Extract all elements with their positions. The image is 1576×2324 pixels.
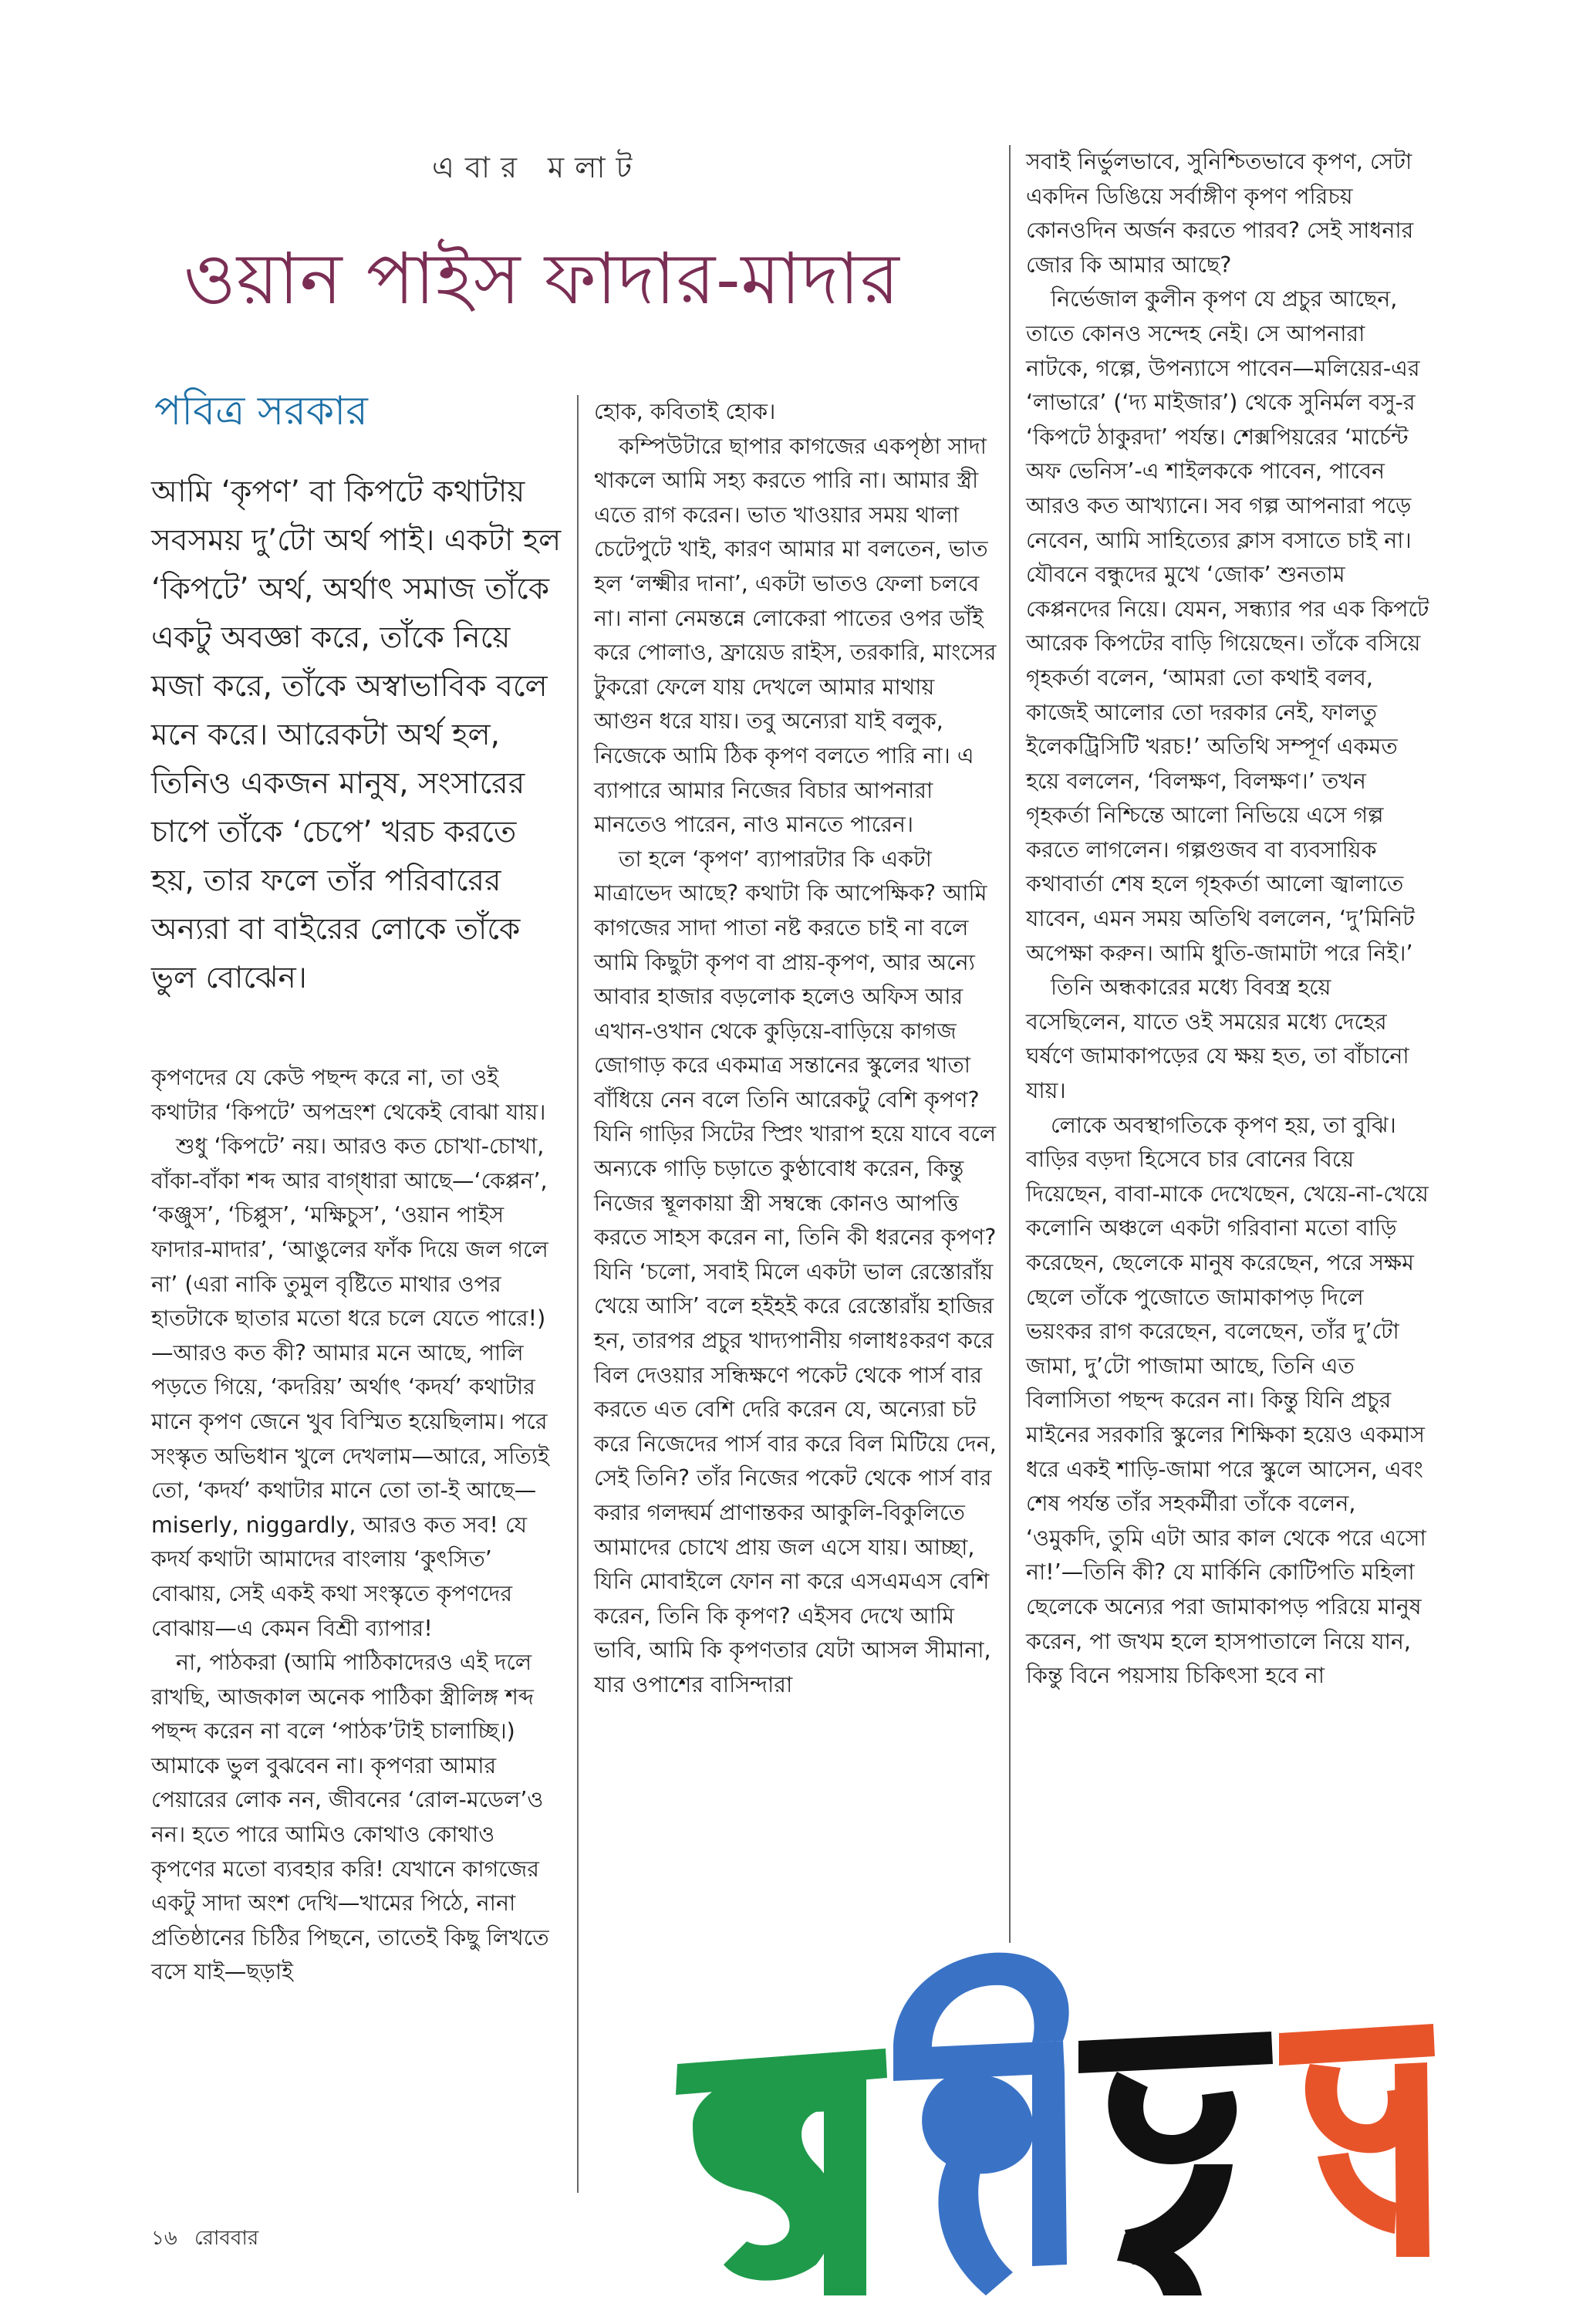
page-number: ১৬ [151,2227,177,2250]
body-column-2 [594,395,997,1703]
body-paragraph: না, পাঠকরা (আমি পাঠিকাদেরও এই দলে রাখছি, আজকাল অনেক পাঠিকা স্ত্রীলিঙ্গ শব্দ পছন্দ করেন না বলে ‘পাঠক’টাই চালাচ্ছি।) আমাকে ভুল বুঝবেন না। কৃপণরা আমার পেয়ারের লোক নন, জীবনের ‘রোল-মডেল’ও নন। হতে পারে আমিও কোথাও কোথাও কৃপণের মতো ব্যবহার করি! যেখানে কাগজের একটু সাদা অংশ দেখি—খামের পিঠে, নানা প্রতিষ্ঠানের চিঠির পিছনে, তাতেই কিছু লিখতে বসে যাই—ছড়াই [151,1650,549,1985]
column-rule [577,395,579,2193]
calligraphy-artwork [662,1933,1441,2303]
body-paragraph: তিনি অন্ধকারের মধ্যে বিবস্ত্র হয়ে বসেছিলেন, যাতে ওই সময়ের মধ্যে দেহের ঘর্ষণে জামাকাপড়ের যে ক্ষয় হত, তা বাঁচানো যায়। [1026,975,1409,1104]
column-rule [1009,145,1011,1943]
body-paragraph: তা হলে ‘কৃপণ’ ব্যাপারটার কি একটা মাত্রাভেদ আছে? কথাটা কি আপেক্ষিক? আমি কাগজের সাদা পাতা নষ্ট করতে চাই না বলে আমি কিছুটা কৃপণ বা প্রায়-কৃপণ, আর অন্যে আবার হাজার বড়লোক হলেও অফিস আর এখান-ওখান থেকে কুড়িয়ে-বাড়িয়ে কাগজ জোগাড় করে একমাত্র সন্তানের স্কুলের খাতা বাঁধিয়ে নেন বলে তিনি আরেকটু বেশি কৃপণ? যিনি গাড়ির সিটের স্প্রিং খারাপ হয়ে যাবে বলে অন্যকে গাড়ি চড়াতে কুণ্ঠাবোধ করেন, কিন্তু নিজের স্থূলকায়া স্ত্রী সম্বন্ধে কোনও আপত্তি করতে সাহস করেন না, তিনি কী ধরনের কৃপণ? যিনি ‘চলো, সবাই মিলে একটা ভাল রেস্তোরাঁয় খেয়ে আসি’ বলে হইহই করে রেস্তোরাঁয় হাজির হন, তারপর প্রচুর খাদ্যপানীয় গলাধঃকরণ করে বিল দেওয়ার সন্ধিক্ষণে পকেট থেকে পার্স বার করতে এত বেশি দেরি করেন যে, অন্যেরা চট করে নিজেদের পার্স বার করে বিল মিটিয়ে দেন, সেই তিনি? তাঁর নিজের পকেট থেকে পার্স বার করার গলদ্ঘর্ম প্রাণান্তকর আকুলি-বিকুলিতে আমাদের চোখে প্রায় জল এসে যায়। আচ্ছা, যিনি মোবাইলে ফোন না করে এসএমএস বেশি করেন, তিনি কি কৃপণ? এইসব দেখে আমি ভাবি, আমি কি কৃপণতার যেটা আসল সীমানা, যার ওপাশের বাসিন্দারা [594,846,997,1697]
calligraphy-letter-sa [1279,2024,1435,2257]
body-column-3 [1026,145,1433,1694]
calligraphy-letter-ma [676,2049,887,2295]
author-byline: পবিত্র সরকার [154,388,368,434]
calligraphy-letter-kkhi [893,1953,1069,2295]
body-paragraph: হোক, কবিতাই হোক। [594,399,776,424]
calligraphy-letter-chu [1078,2032,1273,2295]
section-kicker: এবার মলাট [432,150,643,184]
body-paragraph: কৃপণদের যে কেউ পছন্দ করে না, তা ওই কথাটার ‘কিপটে’ অপভ্রংশ থেকেই বোঝা যায়। [151,1065,546,1125]
lead-paragraph: আমি ‘কৃপণ’ বা কিপটে কথাটায় সবসময় দু’টো অর্থ পাই। একটা হল ‘কিপটে’ অর্থ, অর্থাৎ সমাজ তাঁকে একটু অবজ্ঞা করে, তাঁকে নিয়ে মজা করে, তাঁকে অস্বাভাবিক বলে মনে করে। আরেকটা অর্থ হল, তিনিও একজন মানুষ, সংসারের চাপে তাঁকে ‘চেপে’ খরচ করতে হয়, তার ফলে তাঁর পরিবারের অন্যরা বা বাইরের লোকে তাঁকে ভুল বোঝেন। [151,475,562,995]
article-headline: ওয়ান পাইস ফাদার-মাদার [184,238,900,320]
page-footer [151,2222,258,2256]
body-paragraph: সবাই নির্ভুলভাবে, সুনিশ্চিতভাবে কৃপণ, সেটা একদিন ডিঙিয়ে সর্বাঙ্গীণ কৃপণ পরিচয় কোনওদিন অর্জন করতে পারব? সেই সাধনার জোর কি আমার আছে? [1026,149,1414,278]
magazine-name: রোববার [194,2227,259,2250]
body-paragraph: নির্ভেজাল কুলীন কৃপণ যে প্রচুর আছেন, তাতে কোনও সন্দেহ নেই। সে আপনারা নাটকে, গল্পে, উপন্যাসে পাবেন—মলিয়ের-এর ‘লাভারে’ (‘দ্য মাইজার’) থেকে সুনির্মল বসু-র ‘কিপটে ঠাকুরদা’ পর্যন্ত। শেক্সপিয়রের ‘মার্চেন্ট অফ ভেনিস’-এ শাইলককে পাবেন, পাবেন আরও কত আখ্যানে। সব গল্প আপনারা পড়ে নেবেন, আমি সাহিত্যের ক্লাস বসাতে চাই না। যৌবনে বন্ধুদের মুখে ‘জোক’ শুনতাম কেপ্পনদের নিয়ে। যেমন, সন্ধ্যার পর এক কিপটে আরেক কিপটের বাড়ি গিয়েছেন। তাঁকে বসিয়ে গৃহকর্তা বলেন, ‘আমরা তো কথাই বলব, কাজেই আলোর তো দরকার নেই, ফালতু ইলেকট্রিসিটি খরচ!’ অতিথি সম্পূর্ণ একমত হয়ে বললেন, ‘বিলক্ষণ, বিলক্ষণ।’ তখন গৃহকর্তা নিশ্চিন্তে আলো নিভিয়ে এসে গল্প করতে লাগলেন। গল্পগুজব বা ব্যবসায়িক কথাবার্তা শেষ হলে গৃহকর্তা আলো জ্বালাতে যাবেন, এমন সময় অতিথি বললেন, ‘দু’মিনিট অপেক্ষা করুন। আমি ধুতি-জামাটা পরে নিই।’ [1026,286,1429,966]
body-column-1 [151,1061,562,1990]
body-paragraph: কম্পিউটারে ছাপার কাগজের একপৃষ্ঠা সাদা থাকলে আমি সহ্য করতে পারি না। আমার স্ত্রী এতে রাগ করেন। ভাত খাওয়ার সময় থালা চেটেপুটে খাই, কারণ আমার মা বলতেন, ভাত হল ‘লক্ষ্মীর দানা’, একটা ভাতও ফেলা চলবে না। নানা নেমন্তন্নে লোকেরা পাতের ওপর ডাঁই করে পোলাও, ফ্রায়েড রাইস, তরকারি, মাংসের টুকরো ফেলে যায় দেখলে আমার মাথায় আগুন ধরে যায়। তবু অন্যেরা যাই বলুক, নিজেকে আমি ঠিক কৃপণ বলতে পারি না। এ ব্যাপারে আমার নিজের বিচার আপনারা মানতেও পারেন, নাও মানতে পারেন। [594,433,997,838]
body-paragraph: শুধু ‘কিপটে’ নয়। আরও কত চোখা-চোখা, বাঁকা-বাঁকা শব্দ আর বাগ্‌ধারা আছে—‘কেপ্পন’, ‘কঞ্জুস’, ‘চিপ্পুস’, ‘মক্ষিচুস’, ‘ওয়ান পাইস ফাদার-মাদার’, ‘আঙুলের ফাঁক দিয়ে জল গলে না’ (এরা নাকি তুমুল বৃষ্টিতে মাথার ওপর হাতটাকে ছাতার মতো ধরে চলে যেতে পারে!)—আরও কত কী? আমার মনে আছে, পালি পড়তে গিয়ে, ‘কদরিয়’ অর্থাৎ ‘কদর্য’ কথাটার মানে কৃপণ জেনে খুব বিস্মিত হয়েছিলাম। পরে সংস্কৃত অভিধান খুলে দেখলাম—আরে, সত্যিই তো, ‘কদর্য’ কথাটার মানে তো তা-ই আছে—miserly, niggardly, আরও কত সব! যে কদর্য কথাটা আমাদের বাংলায় ‘কুৎসিত’ বোঝায়, সেই একই কথা সংস্কৃতে কৃপণদের বোঝায়—এ কেমন বিশ্রী ব্যাপার! [151,1133,549,1641]
body-paragraph: লোকে অবস্থাগতিকে কৃপণ হয়, তা বুঝি। বাড়ির বড়দা হিসেবে চার বোনের বিয়ে দিয়েছেন, বাবা-মাকে দেখেছেন, খেয়ে-না-খেয়ে কলোনি অঞ্চলে একটা গরিবানা মতো বাড়ি করেছেন, ছেলেকে মানুষ করেছেন, পরে সক্ষম ছেলে তাঁকে পুজোতে জামাকাপড় দিলে ভয়ংকর রাগ করেছেন, বলেছেন, তাঁর দু’টো জামা, দু’টো পাজামা আছে, তিনি এত বিলাসিতা পছন্দ করেন না। কিন্তু যিনি প্রচুর মাইনের সরকারি স্কুলের শিক্ষিকা হয়েও একমাস ধরে একই শাড়ি-জামা পরে স্কুলে আসেন, এবং শেষ পর্যন্ত তাঁর সহকর্মীরা তাঁকে বলেন, ‘ওমুকদি, তুমি এটা আর কাল থেকে পরে এসো না!’—তিনি কী? যে মার্কিনি কোটিপতি মহিলা ছেলেকে অন্যের পরা জামাকাপড় পরিয়ে মানুষ করেন, পা জখম হলে হাসপাতালে নিয়ে যান, কিন্তু বিনে পয়সায় চিকিৎসা হবে না [1026,1112,1429,1689]
